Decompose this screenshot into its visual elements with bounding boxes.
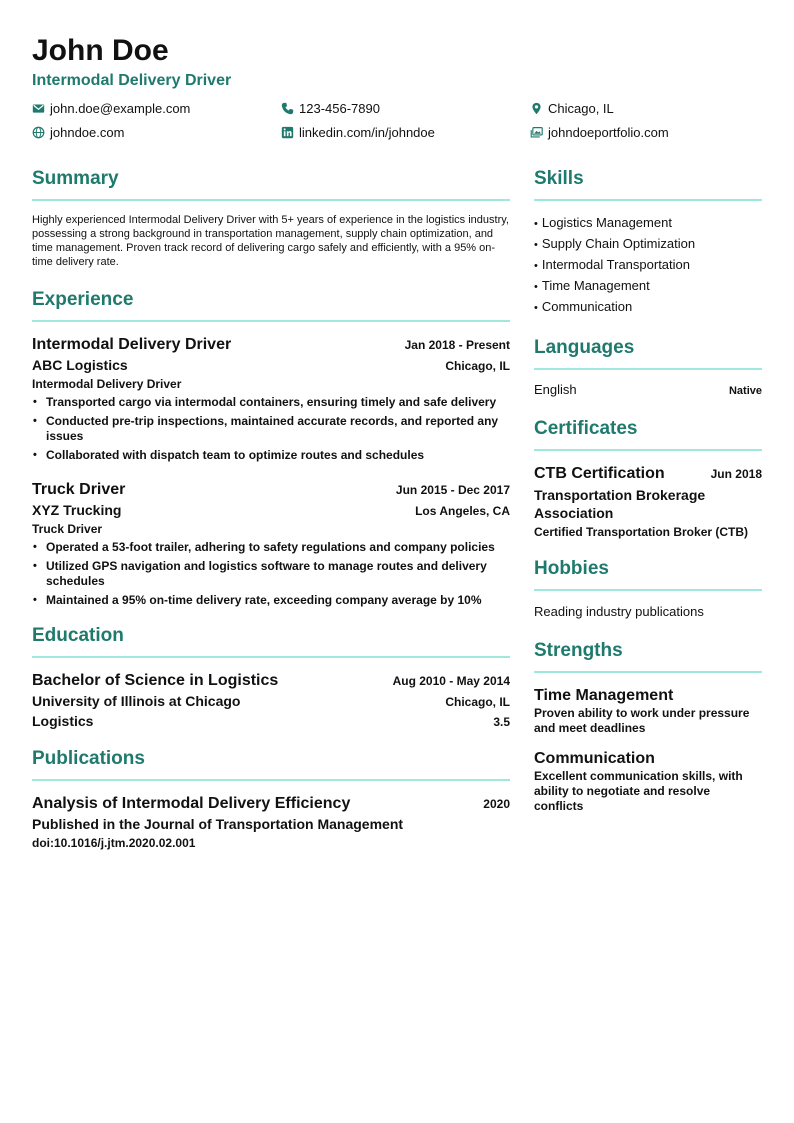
skill-item: • Supply Chain Optimization (534, 234, 762, 255)
experience-position: Truck Driver (32, 481, 126, 498)
education-field: Logistics (32, 713, 94, 729)
experience-section (32, 288, 510, 608)
contact-location-text: Chicago, IL (548, 100, 614, 116)
experience-heading: Experience (32, 288, 510, 322)
strengths-heading: Strengths (534, 639, 762, 673)
publication-entry (32, 793, 510, 852)
publication-doi: doi:10.1016/j.jtm.2020.02.001 (32, 836, 196, 850)
contact-linkedin-text: linkedin.com/in/johndoe (299, 124, 435, 140)
globe-icon (32, 126, 45, 139)
experience-bullet: • Collaborated with dispatch team to optimize routes and schedules (46, 448, 510, 463)
contact-portfolio[interactable] (530, 123, 762, 141)
strength-description: Excellent communication skills, with ability to negotiate and resolve conflicts (534, 769, 743, 813)
experience-bullet: • Maintained a 95% on-time delivery rate, exceeding company average by 10% (46, 593, 510, 608)
experience-entry (32, 479, 510, 608)
candidate-name: John Doe (32, 34, 169, 67)
certificate-issuer: Transportation Brokerage Association (534, 487, 706, 521)
publications-heading: Publications (32, 747, 510, 781)
hobby-item: Reading industry publications (534, 604, 704, 619)
language-level: Native (728, 385, 762, 397)
resume-columns (32, 167, 762, 868)
certificate-description: Certified Transportation Broker (CTB) (534, 525, 749, 539)
experience-bullet: • Transported cargo via intermodal containers, ensuring timely and safe delivery (46, 395, 510, 410)
experience-company: XYZ Trucking (32, 502, 122, 518)
skills-list (534, 213, 762, 318)
strength-description: Proven ability to work under pressure and meet deadlines (534, 706, 750, 735)
contact-website[interactable] (32, 123, 281, 141)
experience-role: Truck Driver (32, 522, 103, 536)
publications-section (32, 747, 510, 852)
experience-location: Chicago, IL (445, 359, 510, 373)
education-section (32, 624, 510, 731)
experience-bullets (32, 395, 510, 463)
education-gpa: 3.5 (493, 715, 510, 729)
contact-email-text: john.doe@example.com (50, 100, 191, 116)
education-location: Chicago, IL (445, 695, 510, 709)
experience-position: Intermodal Delivery Driver (32, 336, 232, 353)
languages-heading: Languages (534, 336, 762, 370)
experience-bullets (32, 540, 510, 608)
contact-location (530, 99, 762, 117)
hobbies-heading: Hobbies (534, 557, 762, 591)
experience-location: Los Angeles, CA (415, 504, 510, 518)
experience-company: ABC Logistics (32, 357, 128, 373)
contact-linkedin[interactable] (281, 123, 530, 141)
skills-heading: Skills (534, 167, 762, 201)
strengths-section (534, 639, 762, 814)
skill-item: • Intermodal Transportation (534, 255, 762, 276)
contact-info (32, 99, 762, 141)
publication-year: 2020 (483, 797, 510, 811)
hobbies-section (534, 557, 762, 621)
strength-name: Time Management (534, 687, 674, 704)
skill-item: • Time Management (534, 276, 762, 297)
education-school: University of Illinois at Chicago (32, 693, 241, 709)
skill-item: • Logistics Management (534, 213, 762, 234)
languages-section (534, 336, 762, 397)
phone-icon (281, 102, 294, 115)
contact-phone[interactable] (281, 99, 530, 117)
publication-publisher: Published in the Journal of Transportation Management (32, 816, 404, 832)
portfolio-icon (530, 126, 543, 139)
contact-portfolio-text: johndoeportfolio.com (548, 124, 669, 140)
summary-heading: Summary (32, 167, 510, 201)
strength-name: Communication (534, 750, 655, 767)
experience-bullet: • Utilized GPS navigation and logistics software to manage routes and delivery schedules (46, 559, 510, 589)
education-dates: Aug 2010 - May 2014 (392, 674, 510, 688)
experience-entry (32, 334, 510, 463)
resume-header (32, 34, 762, 92)
experience-dates: Jan 2018 - Present (404, 338, 510, 352)
education-degree: Bachelor of Science in Logistics (32, 672, 279, 689)
location-icon (530, 102, 543, 115)
contact-email[interactable] (32, 99, 281, 117)
certificates-section (534, 417, 762, 541)
education-heading: Education (32, 624, 510, 658)
certificate-date: Jun 2018 (710, 467, 762, 481)
contact-website-text: johndoe.com (50, 124, 125, 140)
summary-text: Highly experienced Intermodal Delivery Driver with 5+ years of experience in the logistics industry, possessing a strong background in transportation management, supply chain optimization, and time management. Proven track record of delivering cargo safely and efficiently, with a 95% on-time delivery rate. (32, 214, 509, 268)
publication-name: Analysis of Intermodal Delivery Efficiency (32, 795, 351, 812)
experience-bullet: • Conducted pre-trip inspections, maintained accurate records, and reported any issues (46, 414, 510, 444)
side-column (534, 167, 762, 868)
experience-dates: Jun 2015 - Dec 2017 (395, 483, 510, 497)
main-column (32, 167, 510, 868)
certificates-heading: Certificates (534, 417, 762, 451)
language-item (534, 382, 762, 397)
language-name: English (534, 382, 577, 397)
skill-item: • Communication (534, 297, 762, 318)
experience-bullet: • Operated a 53-foot trailer, adhering to safety regulations and company policies (46, 540, 510, 555)
summary-section (32, 167, 510, 269)
experience-role: Intermodal Delivery Driver (32, 377, 182, 391)
linkedin-icon (281, 126, 294, 139)
email-icon (32, 102, 45, 115)
skills-section (534, 167, 762, 318)
education-entry (32, 670, 510, 731)
candidate-title: Intermodal Delivery Driver (32, 72, 232, 89)
contact-phone-text: 123-456-7890 (299, 100, 380, 116)
certificate-name: CTB Certification (534, 465, 665, 482)
